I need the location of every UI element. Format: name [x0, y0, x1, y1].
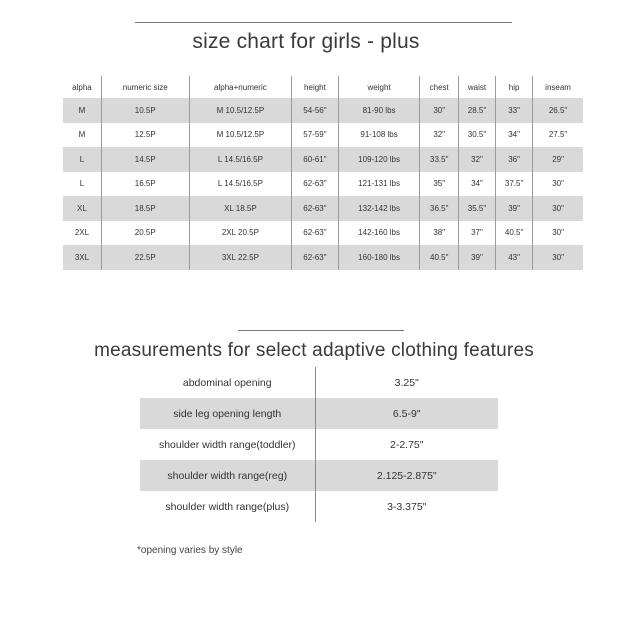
cell-numeric-size: 12.5P	[101, 123, 189, 148]
cell-inseam: 30"	[552, 179, 564, 189]
size-chart-table	[63, 76, 583, 270]
feature-value: 3.25"	[394, 376, 419, 389]
feature-value: 3-3.375"	[387, 500, 427, 513]
cell-hip: 39"	[496, 196, 533, 221]
cell-weight: 81-90 lbs	[338, 98, 420, 123]
size-chart-title: size chart for girls - plus	[192, 30, 420, 53]
cell-chest: 30"	[420, 98, 458, 123]
cell-chest: 35"	[420, 172, 458, 197]
cell-hip: 43"	[496, 245, 533, 270]
cell-alpha-numeric: M 10.5/12.5P	[189, 123, 292, 148]
cell-waist: 34"	[458, 172, 495, 197]
cell-hip: 37.5"	[496, 172, 533, 197]
cell-alpha: 2XL	[63, 221, 101, 246]
cell-alpha-numeric: XL 18.5P	[189, 196, 292, 221]
table-row	[63, 245, 583, 270]
cell-numeric-size: 14.5P	[101, 147, 189, 172]
top-divider	[135, 22, 512, 23]
feature-value: 6.5-9"	[315, 398, 498, 429]
cell-weight: 142-160 lbs	[338, 221, 420, 246]
footnote: *opening varies by style	[137, 545, 243, 556]
cell-chest: 38"	[420, 221, 458, 246]
feature-label: shoulder width range(reg)	[140, 460, 315, 491]
cell-chest: 40.5"	[420, 245, 458, 270]
feature-label: shoulder width range(plus)	[140, 491, 315, 522]
col-header-height: height	[292, 76, 338, 98]
cell-alpha: M	[63, 123, 101, 148]
cell-waist: 28.5"	[458, 98, 495, 123]
cell-alpha: XL	[63, 196, 101, 221]
cell-hip: 34"	[496, 123, 533, 148]
cell-height: 54-56"	[292, 98, 338, 123]
feature-row	[140, 398, 498, 429]
feature-row	[140, 460, 498, 491]
cell-height: 62-63"	[292, 172, 338, 197]
table-row	[63, 147, 583, 172]
middle-divider	[238, 330, 404, 331]
cell-height: 62-63"	[292, 245, 338, 270]
cell-alpha: 3XL	[63, 245, 101, 270]
feature-row	[140, 367, 498, 398]
cell-numeric-size: 16.5P	[101, 172, 189, 197]
col-header-hip: hip	[496, 76, 533, 98]
adaptive-features-title: measurements for select adaptive clothing features	[94, 340, 534, 361]
cell-numeric-size: 22.5P	[101, 245, 189, 270]
cell-alpha-numeric: 2XL 20.5P	[189, 221, 292, 246]
col-header-numeric-size: numeric size	[101, 76, 189, 98]
cell-inseam: 30"	[533, 245, 583, 270]
feature-row	[140, 491, 498, 522]
cell-alpha-numeric: 3XL 22.5P	[189, 245, 292, 270]
cell-alpha: L	[63, 147, 101, 172]
cell-waist: 37"	[458, 221, 495, 246]
cell-numeric-size: 10.5P	[101, 98, 189, 123]
cell-weight: 91-108 lbs	[338, 123, 420, 148]
feature-value: 2.125-2.875"	[315, 460, 498, 491]
cell-chest: 32"	[420, 123, 458, 148]
cell-inseam: 30"	[533, 196, 583, 221]
cell-alpha: M	[63, 98, 101, 123]
cell-alpha-numeric: L 14.5/16.5P	[189, 147, 292, 172]
cell-inseam: 29"	[533, 147, 583, 172]
cell-chest: 36.5"	[420, 196, 458, 221]
cell-waist: 35.5"	[458, 196, 495, 221]
col-header-chest: chest	[420, 76, 458, 98]
feature-label: shoulder width range(toddler)	[140, 429, 315, 460]
cell-weight: 132-142 lbs	[338, 196, 420, 221]
cell-height: 57-59"	[292, 123, 338, 148]
adaptive-features-table	[140, 367, 498, 522]
cell-height: 62-63"	[292, 221, 338, 246]
cell-numeric-size: 20.5P	[101, 221, 189, 246]
cell-numeric-size: 18.5P	[101, 196, 189, 221]
table-row	[63, 172, 583, 197]
col-header-alpha: alpha	[63, 76, 101, 98]
cell-hip: 40.5"	[496, 221, 533, 246]
cell-hip: 33"	[496, 98, 533, 123]
feature-label: abdominal opening	[140, 367, 315, 398]
cell-alpha-numeric: M 10.5/12.5P	[189, 98, 292, 123]
cell-height: 60-61"	[292, 147, 338, 172]
cell-waist: 30.5"	[458, 123, 495, 148]
cell-height: 62-63"	[292, 196, 338, 221]
table-row	[63, 123, 583, 148]
col-header-alpha-numeric: alpha+numeric	[189, 76, 292, 98]
table-row	[63, 196, 583, 221]
col-header-inseam: inseam	[545, 82, 571, 92]
col-header-waist: waist	[458, 76, 495, 98]
col-header-weight: weight	[338, 76, 420, 98]
table-row	[63, 221, 583, 246]
cell-chest: 33.5"	[420, 147, 458, 172]
cell-inseam: 27.5"	[548, 130, 568, 140]
cell-waist: 32"	[458, 147, 495, 172]
cell-alpha-numeric: L 14.5/16.5P	[189, 172, 292, 197]
cell-waist: 39"	[458, 245, 495, 270]
cell-weight: 121-131 lbs	[338, 172, 420, 197]
table-row	[63, 98, 583, 123]
cell-hip: 36"	[496, 147, 533, 172]
feature-row	[140, 429, 498, 460]
cell-weight: 109-120 lbs	[338, 147, 420, 172]
feature-value: 2-2.75"	[390, 438, 424, 451]
cell-inseam: 30"	[552, 228, 564, 238]
cell-inseam: 26.5"	[533, 98, 583, 123]
size-chart-header-row	[63, 76, 583, 98]
cell-weight: 160-180 lbs	[338, 245, 420, 270]
feature-label: side leg opening length	[140, 398, 315, 429]
cell-alpha: L	[63, 172, 101, 197]
